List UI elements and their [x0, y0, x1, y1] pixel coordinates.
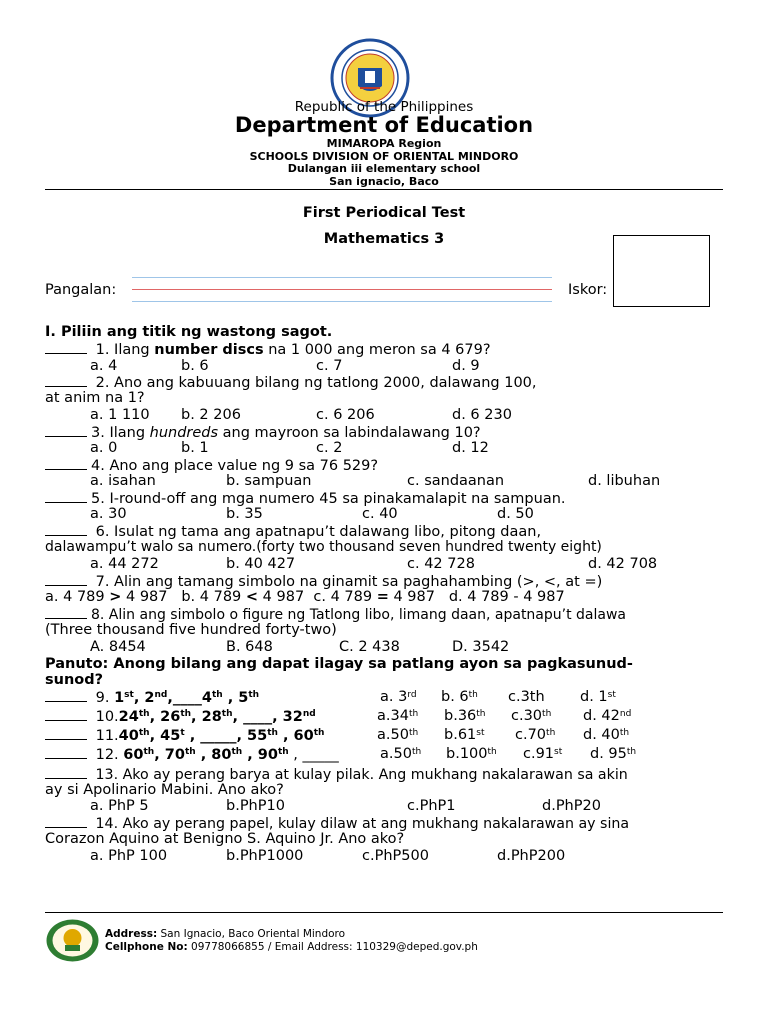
- name-guide-top: [132, 277, 552, 278]
- option-b: b.100th: [446, 746, 497, 762]
- option-b: b. sampuan: [226, 473, 312, 489]
- option-c: C. 2 438: [339, 639, 400, 655]
- option-d: d.PhP200: [497, 848, 566, 864]
- section2-heading: Panuto: Anong bilang ang dapat ilagay sa patlang ayon sa pagkasunud-: [45, 656, 633, 672]
- option-a: a. PhP 100: [90, 848, 168, 864]
- question-5: 5. I-round-off ang mga numero 45 sa pinakamalapit na sampuan.: [45, 490, 566, 508]
- question-11: 11.40th, 45$^t$ , _____, 55th , 60th: [45, 727, 324, 745]
- answer-blank[interactable]: [45, 424, 87, 437]
- department-name: Department of Education: [234, 113, 534, 137]
- option-b: b.PhP10: [226, 798, 285, 814]
- question-4: 4. Ano ang place value ng 9 sa 76 529?: [45, 457, 378, 475]
- option-d: d. 50: [497, 506, 534, 522]
- section1-heading: I. Piliin ang titik ng wastong sagot.: [45, 324, 333, 340]
- answer-blank[interactable]: [45, 815, 87, 828]
- question-12: 12. 60th, 70th , 80th , 90th , _____: [45, 746, 339, 764]
- question-2-line2: at anim na 1?: [45, 390, 145, 406]
- option-a: a. isahan: [90, 473, 156, 489]
- question-7-options: a. 4 789 > 4 987 b. 4 789 < 4 987 c. 4 789 = 4 987 d. 4 789 - 4 987: [45, 589, 565, 605]
- option-c: c.91st: [523, 746, 563, 762]
- option-c: c. sandaanan: [407, 473, 505, 489]
- answer-blank[interactable]: [45, 708, 87, 721]
- score-label: Iskor:: [568, 282, 608, 298]
- answer-blank[interactable]: [45, 746, 87, 759]
- division-name: SCHOOLS DIVISION OF ORIENTAL MINDORO: [249, 150, 519, 163]
- footer-address: Address: San Ignacio, Baco Oriental Mindoro: [105, 928, 346, 940]
- option-b: b. 6: [181, 358, 209, 374]
- option-b: b. 1: [181, 440, 209, 456]
- option-b: b.61st: [444, 727, 485, 743]
- question-6: 6. Isulat ng tama ang apatnapu’t dalawang libo, pitong daan,: [45, 523, 541, 541]
- question-2: 2. Ano ang kabuuang bilang ng tatlong 2000, dalawang 100,: [45, 374, 537, 392]
- option-a: a. 4: [90, 358, 118, 374]
- school-logo-icon: [45, 918, 100, 963]
- answer-blank[interactable]: [45, 766, 87, 779]
- option-d: d. 42nd: [583, 708, 632, 724]
- option-b: b. 40 427: [226, 556, 296, 572]
- option-d: d. 40th: [583, 727, 630, 743]
- option-d: d. 12: [452, 440, 489, 456]
- answer-blank[interactable]: [45, 341, 87, 354]
- answer-blank[interactable]: [45, 457, 87, 470]
- school-location: San ignacio, Baco: [329, 175, 439, 188]
- option-d: d. 9: [452, 358, 480, 374]
- answer-blank[interactable]: [45, 374, 87, 387]
- option-b: b. 35: [226, 506, 263, 522]
- option-c: c.PhP500: [362, 848, 429, 864]
- question-10: 10.24th, 26th, 28th, ____, 32nd: [45, 708, 316, 726]
- test-title: First Periodical Test: [302, 205, 466, 221]
- option-b: b. 6th: [441, 689, 478, 705]
- answer-blank[interactable]: [45, 523, 87, 536]
- question-13-line2: ay si Apolinario Mabini. Ano ako?: [45, 782, 284, 798]
- option-d: d. 1st: [580, 689, 616, 705]
- option-a: a. 30: [90, 506, 127, 522]
- question-3: 3. Ilang hundreds ang mayroon sa labindalawang 10?: [45, 424, 481, 442]
- option-d: d.PhP20: [542, 798, 601, 814]
- option-a: A. 8454: [90, 639, 146, 655]
- country-name: Republic of the Philippines: [294, 99, 474, 115]
- region-name: MIMAROPA Region: [326, 137, 442, 150]
- option-b: b.PhP1000: [226, 848, 304, 864]
- option-a: a. 3rd: [380, 689, 417, 705]
- option-a: a.50th: [377, 727, 419, 743]
- footer-contact: Cellphone No: 09778066855 / Email Address: 110329@deped.gov.ph: [105, 941, 478, 953]
- test-subject: Mathematics 3: [323, 231, 445, 247]
- section2-heading-cont: sunod?: [45, 672, 104, 688]
- option-a: a. 44 272: [90, 556, 159, 572]
- score-box[interactable]: [613, 235, 710, 307]
- question-13: 13. Ako ay perang barya at kulay pilak. Ang mukhang nakalarawan sa akin: [45, 766, 628, 784]
- answer-blank[interactable]: [45, 490, 87, 503]
- option-a: a. 1 110: [90, 407, 150, 423]
- option-c: c.3th: [508, 689, 545, 705]
- question-1: 1. Ilang number discs na 1 000 ang meron sa 4 679?: [45, 341, 491, 359]
- answer-blank[interactable]: [45, 573, 87, 586]
- option-b: b.36th: [444, 708, 486, 724]
- name-label: Pangalan:: [45, 282, 117, 298]
- option-d: d. 42 708: [588, 556, 658, 572]
- option-d: D. 3542: [452, 639, 510, 655]
- question-6-line2: dalawampu’t walo sa numero.(forty two thousand seven hundred twenty eight): [45, 539, 602, 555]
- answer-blank[interactable]: [45, 689, 87, 702]
- school-name: Dulangan iii elementary school: [287, 162, 481, 175]
- option-c: c. 42 728: [407, 556, 475, 572]
- name-field[interactable]: [132, 289, 552, 290]
- answer-blank[interactable]: [45, 727, 87, 740]
- option-a: a. PhP 5: [90, 798, 149, 814]
- question-14: 14. Ako ay perang papel, kulay dilaw at ang mukhang nakalarawan ay sina: [45, 815, 629, 833]
- name-guide-bottom: [132, 301, 552, 302]
- option-c: c. 40: [362, 506, 398, 522]
- option-b: B. 648: [226, 639, 273, 655]
- option-c: c. 2: [316, 440, 343, 456]
- option-d: d. 95th: [590, 746, 637, 762]
- footer-divider: [45, 912, 723, 913]
- question-8: 8. Alin ang simbolo o figure ng Tatlong libo, limang daan, apatnapu’t dalawa: [45, 606, 626, 624]
- option-c: c.PhP1: [407, 798, 456, 814]
- header-divider: [45, 189, 723, 190]
- option-c: c.70th: [515, 727, 556, 743]
- option-a: a.50th: [380, 746, 422, 762]
- option-a: a.34th: [377, 708, 419, 724]
- option-d: d. 6 230: [452, 407, 512, 423]
- question-9: 9. 1st, 2nd,____4th , 5th: [45, 689, 259, 707]
- question-7: 7. Alin ang tamang simbolo na ginamit sa paghahambing (>, <, at =): [45, 573, 602, 591]
- option-a: a. 0: [90, 440, 118, 456]
- question-8-line2: (Three thousand five hundred forty-two): [45, 622, 337, 638]
- option-d: d. libuhan: [588, 473, 661, 489]
- option-c: c. 7: [316, 358, 343, 374]
- answer-blank[interactable]: [45, 606, 87, 619]
- option-c: c. 6 206: [316, 407, 375, 423]
- option-b: b. 2 206: [181, 407, 241, 423]
- question-14-line2: Corazon Aquino at Benigno S. Aquino Jr. Ano ako?: [45, 831, 405, 847]
- option-c: c.30th: [511, 708, 552, 724]
